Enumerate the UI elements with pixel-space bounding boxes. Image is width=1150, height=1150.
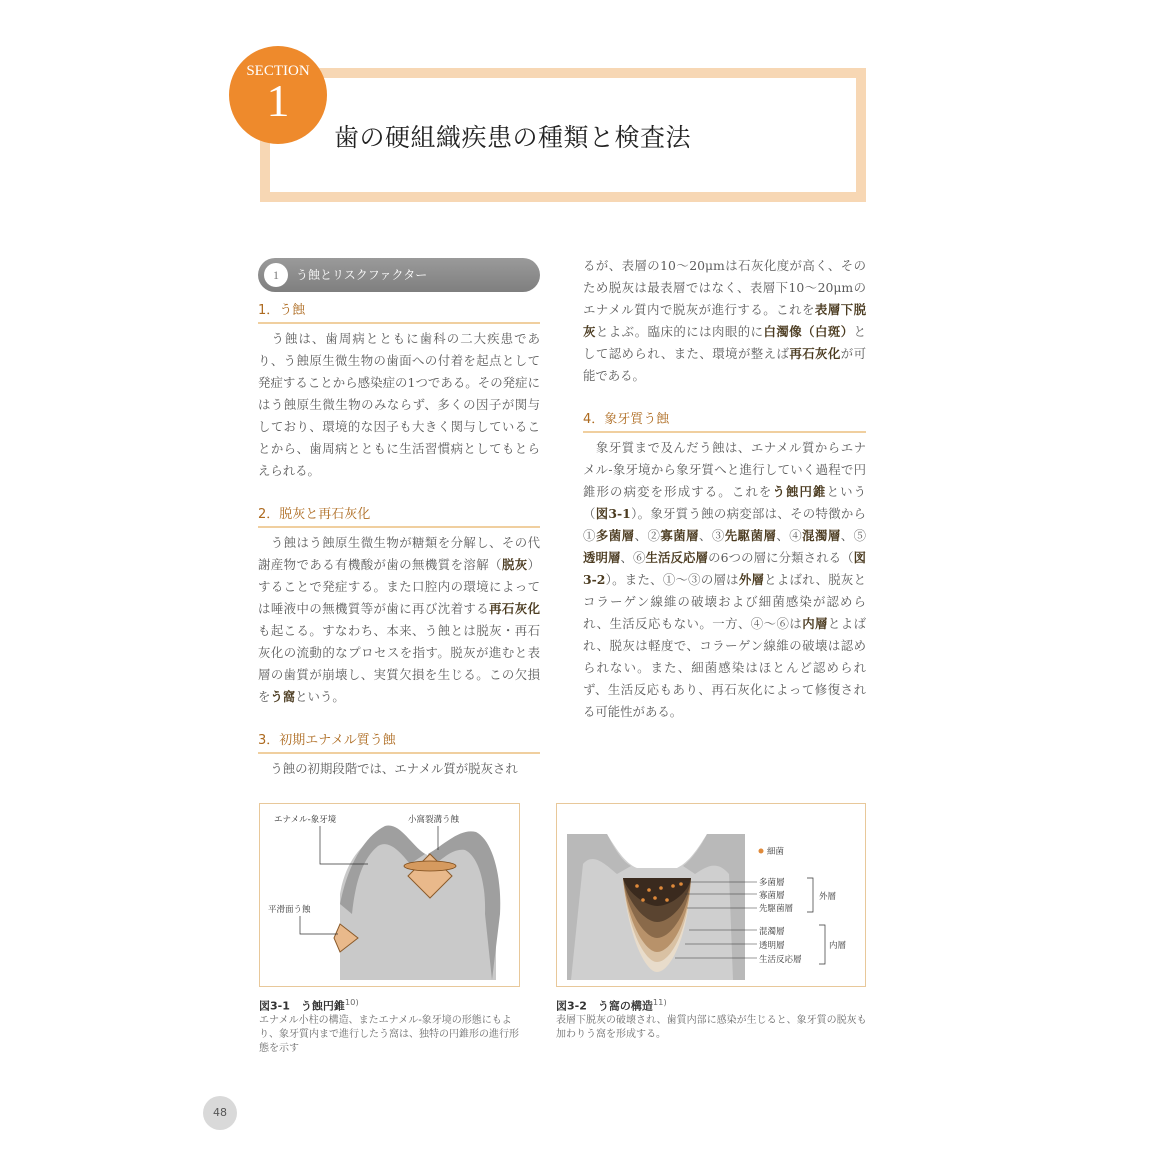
- label-pit-fissure-caries: 小窩裂溝う蝕: [408, 815, 460, 825]
- label-layer-6: 生活反応層: [759, 955, 802, 965]
- label-smooth-surface-caries: 平滑面う蝕: [268, 905, 311, 915]
- section-label: SECTION: [246, 63, 310, 79]
- label-layer-2: 寡菌層: [759, 891, 785, 901]
- keyword: 脱灰: [501, 557, 528, 572]
- label-bacteria: 細菌: [767, 847, 785, 857]
- section-number: 1: [266, 75, 290, 126]
- figure-1-ref: 10): [344, 997, 359, 1007]
- topic-title: う蝕とリスクファクター: [296, 268, 428, 282]
- label-layer-5: 透明層: [759, 941, 785, 951]
- label-outer-layer: 外層: [819, 892, 837, 902]
- figure-1: [259, 803, 520, 987]
- right-text-1: るが、表層の10〜20μmは石灰化度が高く、そのため脱灰は最表層ではなく、表層下10〜20μmのエナメル質内で脱灰が進行する。これを表層下脱灰とよぶ。臨床的には肉眼的に白濁像（白斑）として認められ、また、環境が整えば再石灰化が可能である。: [583, 258, 867, 383]
- right-text-2: 象牙質まで及んだう蝕は、エナメル質からエナメル-象牙境から象牙質へと進行していく過程で円錐形の病変を形成する。これをう蝕円錐という（図3-1）。象牙質う蝕の病変部は、その特徴から①多菌層、②寡菌層、③先駆菌層、④混濁層、⑤透明層、⑥生活反応層の6つの層に分類される（図3-2）。また、①〜③の層は外層とよばれ、脱灰とコラーゲン線維の破壊および細菌感染が認められ、生活反応もない。一方、④〜⑥は内層とよばれ、脱灰は軽度で、コラーゲン線維の破壊は認められない。また、細菌感染はほとんど認められず、生活反応もあり、再石灰化によって修復される可能性がある。: [583, 440, 867, 719]
- section-heading-4: 4．象牙質う蝕: [583, 411, 866, 433]
- section-text-2: う蝕はう蝕原生微生物が糖類を分解し、その代謝産物である有機酸が歯の無機質を溶解（脱灰）することで発症する。また口腔内の環境によっては唾液中の無機質等が歯に再び沈着する再石灰化も起こる。すなわち、本来、う蝕とは脱灰・再石灰化の流動的なプロセスを指す。脱灰が進むと表層の歯質が崩壊し、実質欠損を生じる。この欠損をう窩という。: [258, 535, 541, 704]
- keyword: 白濁像（白斑）: [763, 324, 854, 339]
- label-layer-4: 混濁層: [759, 927, 785, 937]
- label-enamel-dentin-junction: エナメル-象牙境: [274, 815, 337, 825]
- figure-2-title: 図3-2 う窩の構造: [556, 999, 653, 1013]
- figure-1-text: エナメル小柱の構造、またエナメル-象牙境の形態にもより、象牙質内まで進行したう窩は、独特の円錐形の進行形態を示す: [259, 1015, 519, 1055]
- keyword: う窩: [270, 689, 296, 704]
- section-heading-3: 3．初期エナメル質う蝕: [258, 732, 540, 754]
- figure-2-ref: 11): [652, 997, 667, 1007]
- figure-2: [556, 803, 866, 987]
- figure-2-text: 表層下脱灰の破壊され、歯質内部に感染が生じると、象牙質の脱灰も加わりう窩を形成する。: [556, 1015, 867, 1041]
- section-heading-1: 1．う蝕: [258, 302, 540, 324]
- section-text-1: う蝕は、歯周病とともに歯科の二大疾患であり、う蝕原生微生物の歯面への付着を起点として発症することから感染症の1つである。その発症にはう蝕原生微生物のみならず、多くの因子が関与しており、環境的な因子も大きく関与していることから、歯周病とともに生活習慣病としてもとらえられる。: [258, 331, 540, 478]
- label-layer-1: 多菌層: [759, 878, 785, 888]
- keyword: 再石灰化: [789, 346, 841, 361]
- figure-1-title: 図3-1 う蝕円錐: [259, 999, 345, 1013]
- left-column: [258, 258, 540, 780]
- right-column: [583, 255, 866, 723]
- keyword: 表層下脱灰: [583, 302, 866, 339]
- topic-number: 1: [264, 263, 288, 287]
- topic-heading: [258, 258, 540, 292]
- figure-2-caption: [556, 995, 868, 1042]
- caries-cone-illustration: [260, 804, 518, 985]
- page-number: 48: [203, 1096, 237, 1130]
- label-inner-layer: 内層: [829, 941, 847, 951]
- section-text-3: う蝕の初期段階では、エナメル質が脱灰され: [258, 761, 518, 776]
- section-badge: [229, 46, 327, 144]
- page-title: 歯の硬組織疾患の種類と検査法: [334, 123, 692, 152]
- label-layer-3: 先駆菌層: [759, 904, 794, 914]
- section-heading-2: 2．脱灰と再石灰化: [258, 506, 540, 528]
- keyword: 再石灰化: [489, 601, 541, 616]
- carious-cavity-structure: [557, 804, 864, 985]
- figure-1-caption: [259, 995, 521, 1056]
